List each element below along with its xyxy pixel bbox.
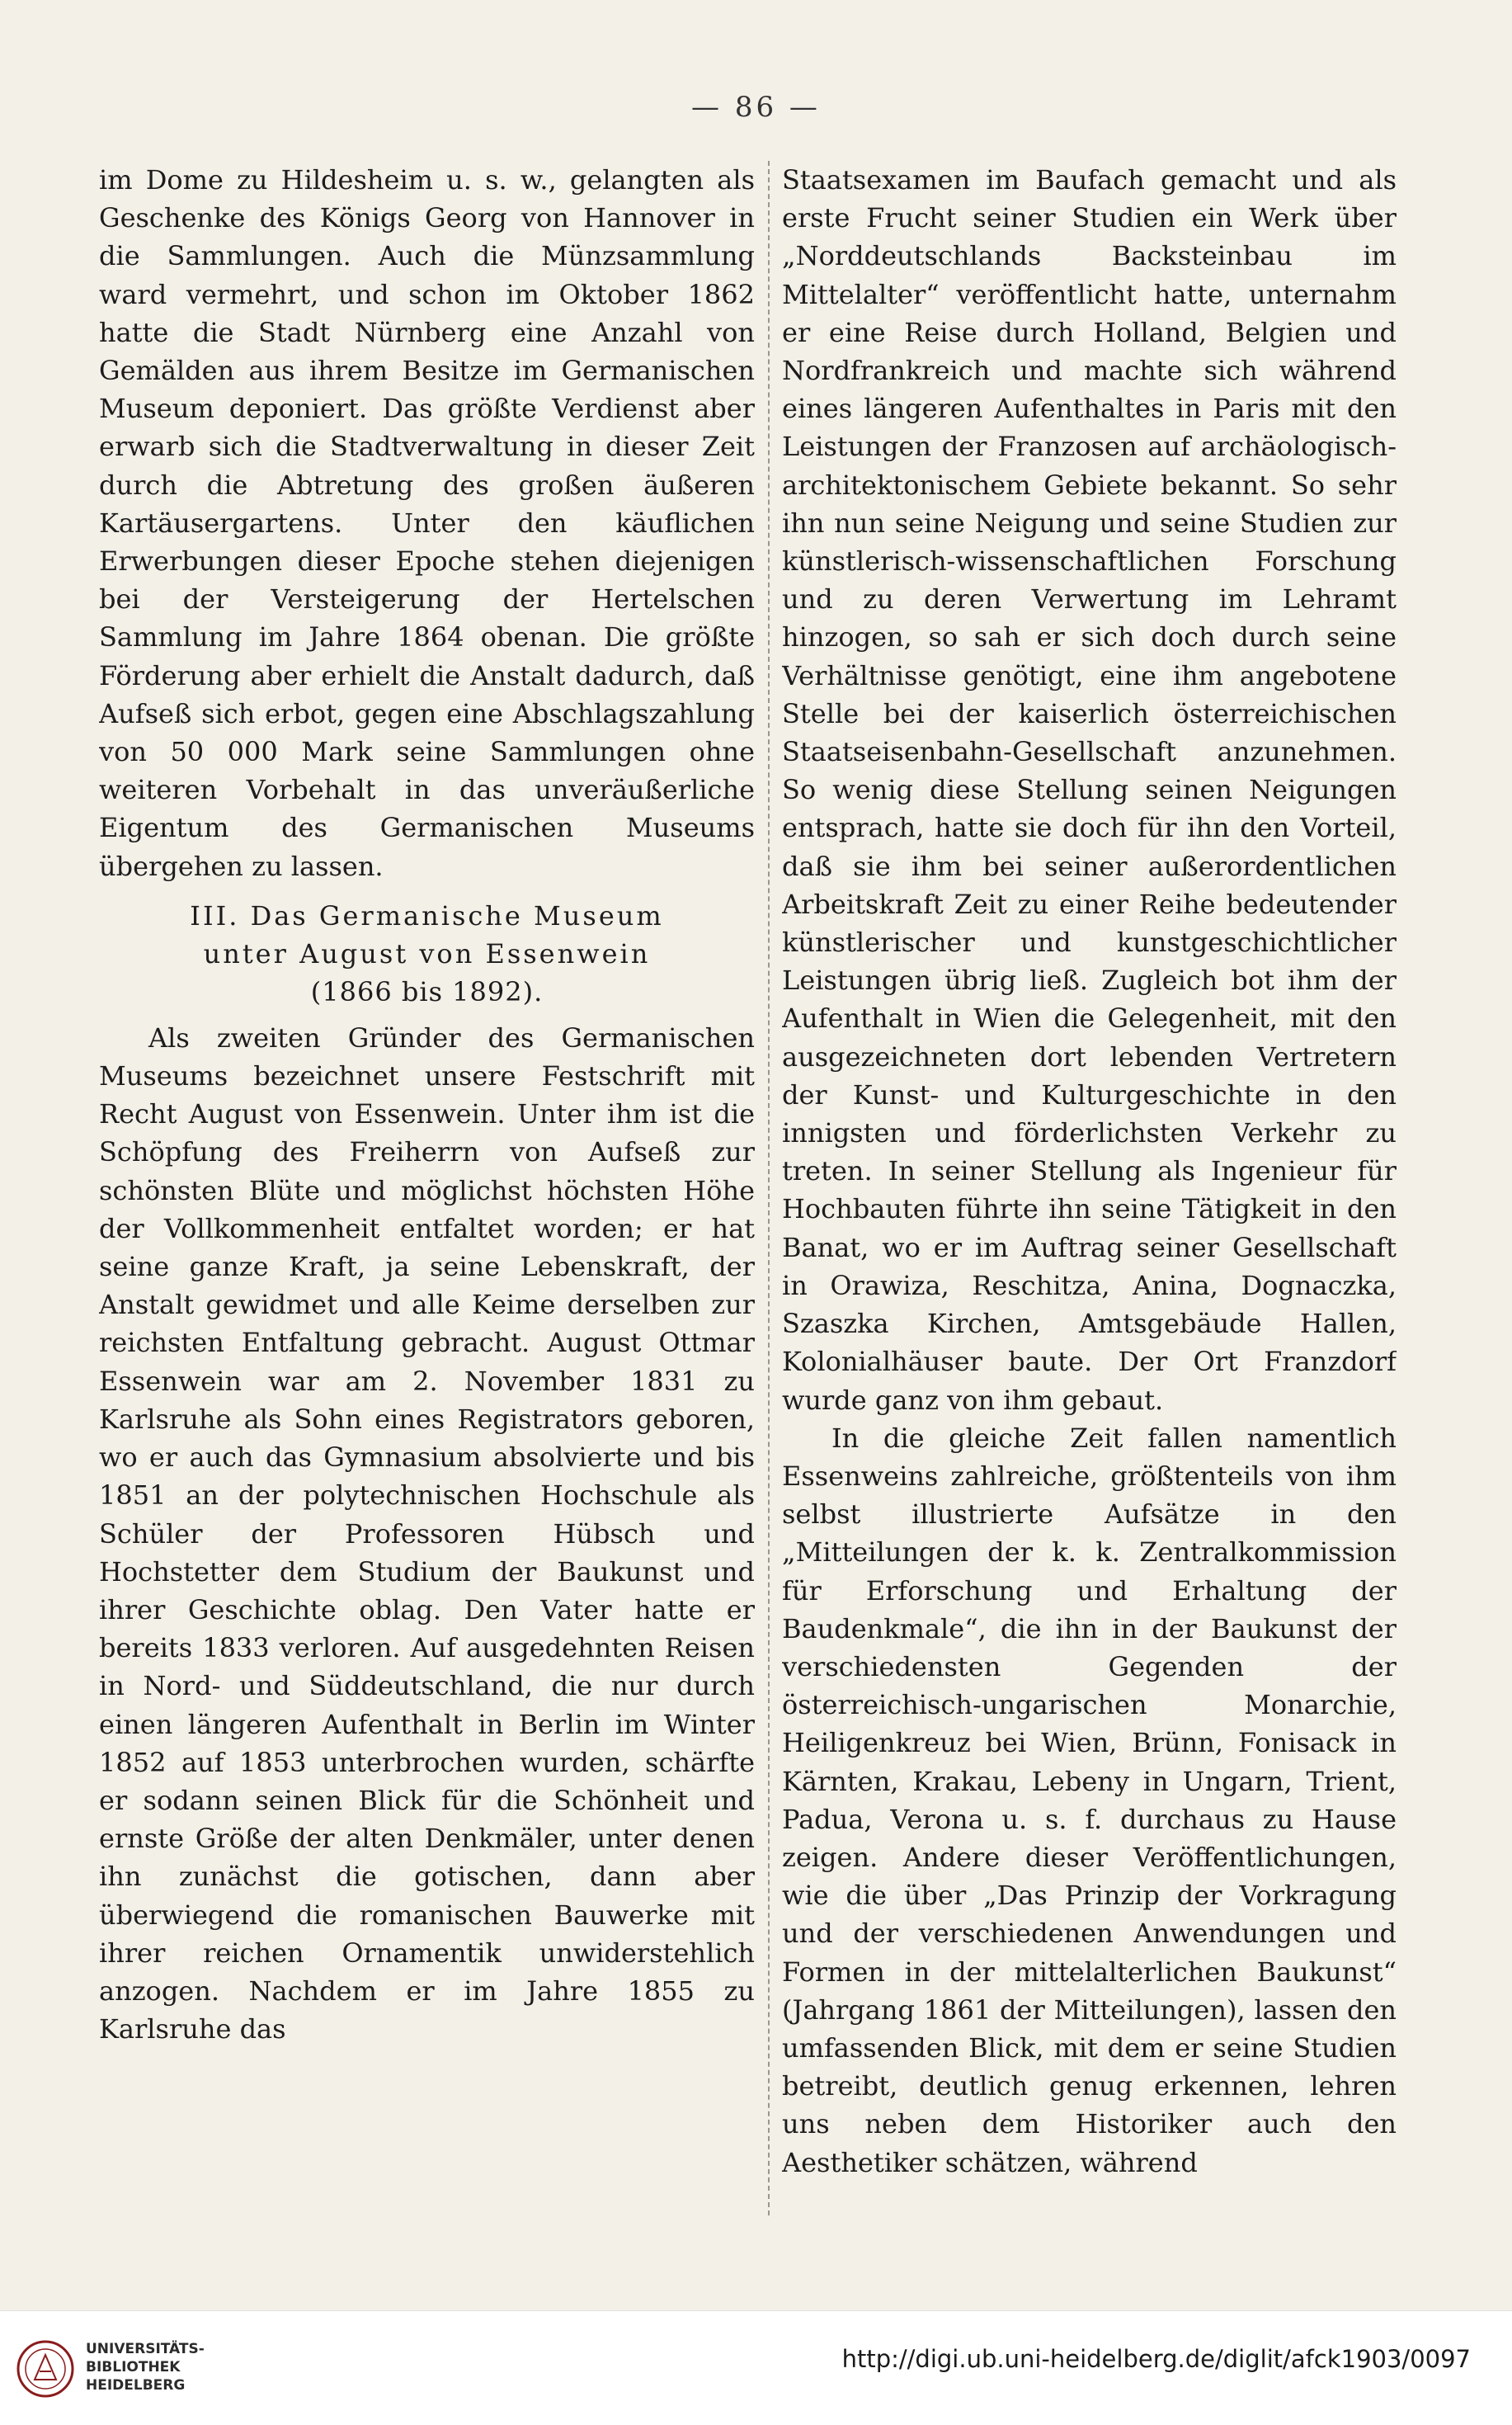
university-seal-icon[interactable] (16, 2340, 74, 2398)
right-paragraph-2: In die gleiche Zeit fallen namentlich Essenweins zahlreiche, größtenteils von ihm selbst illustrierte Aufsätze in den „Mitteilungen der k. k. Zentralkommission für Erforschung und Erhaltung der Baudenkmale“, die ihn in der Baukunst der verschiedensten Gegenden der österreichisch-ungarischen Monarchie, Heiligenkreuz bei Wien, Brünn, Fonisack in Kärnten, Krakau, Lebeny in Ungarn, Trient, Padua, Verona u. s. f. durchaus zu Hause zeigen. Andere dieser Veröffentlichungen, wie die über „Das Prinzip der Vorkragung und der verschiedenen Anwendungen und Formen in der mittelalterlichen Baukunst“ (Jahrgang 1861 der Mitteilungen), lassen den umfassenden Blick, mit dem er seine Studien betreibt, deutlich genug erkennen, lehren uns neben dem Historiker auch den Aesthetiker schätzen, während (782, 1422, 1397, 2178)
page-number: — 86 — (691, 91, 821, 124)
right-column (782, 161, 1397, 2220)
logo-line-3: HEIDELBERG (86, 2377, 186, 2394)
right-paragraph-1: Staatsexamen im Baufach gemacht und als erste Frucht seiner Studien ein Werk über „Norddeutschlands Backsteinbau im Mittelalter“ veröffentlicht hatte, unternahm er eine Reise durch Holland, Belgien und Nordfrankreich und machte sich während eines längeren Aufenthaltes in Paris mit den Leistungen der Franzosen auf archäologisch-architektonischem Gebiete bekannt. So sehr ihn nun seine Neigung und seine Studien zur künstlerisch-wissenschaftlichen Forschung und zu deren Verwertung im Lehramt hinzogen, so sah er sich doch durch seine Verhältnisse genötigt, eine ihm angebotene Stelle bei der kaiserlich österreichischen Staatseisenbahn-Gesellschaft anzunehmen. So wenig diese Stellung seinen Neigungen entsprach, hatte sie doch für ihn den Vorteil, daß sie ihm bei seiner außerordentlichen Arbeitskraft Zeit zu einer Reihe bedeutender künstlerischer und kunstgeschichtlicher Leistungen übrig ließ. Zugleich bot ihm der Aufenthalt in Wien die Gelegenheit, mit den ausgezeichneten dort lebenden Vertretern der Kunst- und Kulturgeschichte in den innigsten und förderlichsten Verkehr zu treten. In seiner Stellung als Ingenieur für Hochbauten führte ihn seine Tätigkeit in den Banat, wo er im Auftrag seiner Gesellschaft in Orawiza, Reschitza, Anina, Dognaczka, Szaszka Kirchen, Amtsgebäude Hallen, Kolonialhäuser baute. Der Ort Franzdorf wurde ganz von ihm gebaut. (782, 164, 1397, 1416)
left-column (99, 161, 755, 2220)
library-logo-text[interactable] (86, 2340, 205, 2394)
section-heading-dates: (1866 bis 1892). (310, 975, 544, 1007)
logo-line-2: BIBLIOTHEK (86, 2359, 181, 2375)
section-heading-line-1: III. Das Germanische Museum (190, 899, 664, 932)
permalink-url[interactable]: http://digi.ub.uni-heidelberg.de/diglit/afck1903/0097 (841, 2345, 1471, 2373)
left-paragraph-2: Als zweiten Gründer des Germanischen Museums bezeichnet unsere Festschrift mit Recht August von Essenwein. Unter ihm ist die Schöpfung des Freiherrn von Aufseß zur schönsten Blüte und möglichst höchsten Höhe der Vollkommenheit entfaltet worden; er hat seine ganze Kraft, ja seine Lebenskraft, der Anstalt gewidmet und alle Keime derselben zur reichsten Entfaltung gebracht. August Ottmar Essenwein war am 2. November 1831 zu Karlsruhe als Sohn eines Registrators geboren, wo er auch das Gymnasium absolvierte und bis 1851 an der polytechnischen Hochschule als Schüler der Professoren Hübsch und Hochstetter dem Studium der Baukunst und ihrer Geschichte oblag. Den Vater hatte er bereits 1833 verloren. Auf ausgedehnten Reisen in Nord- und Süddeutschland, die nur durch einen längeren Aufenthalt in Berlin im Winter 1852 auf 1853 unterbrochen wurden, schärfte er sodann seinen Blick für die Schönheit und ernste Größe der alten Denkmäler, unter denen ihn zunächst die gotischen, dann aber überwiegend die romanischen Bauwerke mit ihrer reichen Ornamentik unwiderstehlich anzogen. Nachdem er im Jahre 1855 zu Karlsruhe das (99, 1021, 755, 2045)
column-divider (768, 161, 770, 2215)
section-heading (99, 897, 755, 1011)
section-heading-line-2: unter August von Essenwein (203, 937, 651, 970)
left-paragraph-1: im Dome zu Hildesheim u. s. w., gelangten als Geschenke des Königs Georg von Hannover in die Sammlungen. Auch die Münzsammlung ward vermehrt, und schon im Oktober 1862 hatte die Stadt Nürnberg eine Anzahl von Gemälden aus ihrem Besitze im Germanischen Museum deponiert. Das größte Verdienst aber erwarb sich die Stadtverwaltung in dieser Zeit durch die Abtretung des großen äußeren Kartäusergartens. Unter den käuflichen Erwerbungen dieser Epoche stehen diejenigen bei der Versteigerung der Hertelschen Sammlung im Jahre 1864 obenan. Die größte Förderung aber erhielt die Anstalt dadurch, daß Aufseß sich erbot, gegen eine Abschlagszahlung von 50 000 Mark seine Sammlungen ohne weiteren Vorbehalt in das unveräußerliche Eigentum des Germanischen Museums übergehen zu lassen. (99, 164, 755, 882)
logo-line-1: UNIVERSITÄTS- (86, 2341, 205, 2357)
